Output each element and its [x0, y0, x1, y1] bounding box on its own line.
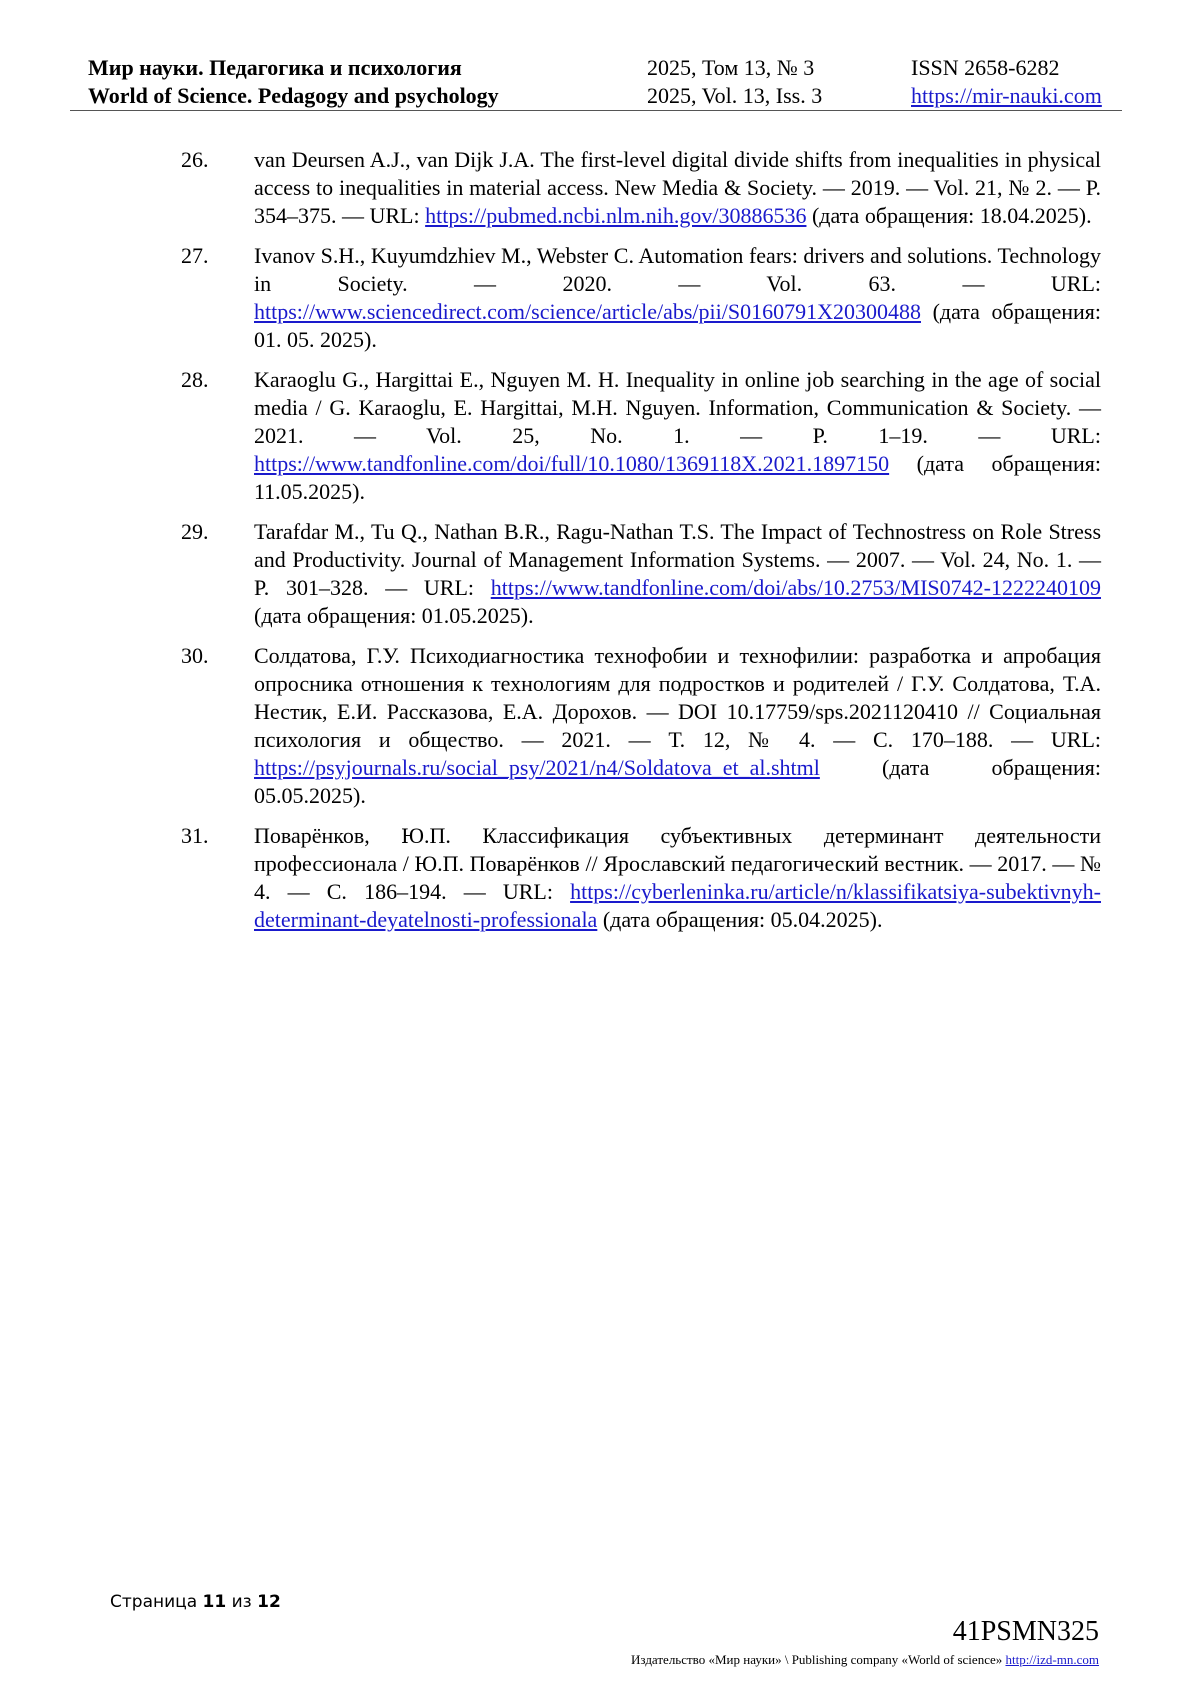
reference-access-date: (дата обращения: 18.04.2025). — [806, 203, 1092, 228]
publisher-line — [631, 1652, 1099, 1668]
reference-access-date: (дата обращения: 05.05.2025). — [254, 755, 1101, 808]
reference-text — [254, 146, 1101, 230]
journal-site-link[interactable] — [911, 82, 1102, 110]
reference-link[interactable]: https://www.tandfonline.com/doi/abs/10.2753/MIS0742-1222240109 — [490, 575, 1101, 600]
reference-body: Солдатова, Г.У. Психодиагностика технофобии и технофилии: разработка и апробация опросника отношения к технологиям для подростков и родителей / Г.У. Солдатова, Т.А. Нестик, Е.И. Рассказова, Е.А. Дорохов. — DOI 10.17759/sps.2021120410 // Социальная психология и общество. — 2021. — Т. 12, № 4. — С. 170–188. — URL: — [254, 643, 1101, 752]
reference-item — [181, 146, 1101, 230]
reference-item — [181, 642, 1101, 810]
journal-site-url[interactable]: https://mir-nauki.com — [911, 83, 1102, 108]
journal-title-en: World of Science. Pedagogy and psychology — [88, 83, 499, 108]
page-word: Страница — [110, 1592, 198, 1612]
issn: ISSN 2658-6282 — [911, 55, 1060, 80]
publisher-text: Издательство «Мир науки» \ Publishing company «World of science» — [631, 1652, 1003, 1667]
issue-info-ru: 2025, Том 13, № 3 — [647, 55, 815, 80]
reference-item — [181, 366, 1101, 506]
publisher-link[interactable]: http://izd-mn.com — [1005, 1652, 1099, 1667]
page-current: 11 — [202, 1592, 227, 1612]
reference-access-date: (дата обращения: 11.05.2025). — [254, 451, 1101, 504]
journal-title-ru: Мир науки. Педагогика и психология — [88, 55, 462, 80]
reference-text — [254, 518, 1101, 630]
reference-body: van Deursen A.J., van Dijk J.A. The first-level digital divide shifts from inequalities in physical access to inequalities in material access. New Media & Society. — 2019. — Vol. 21, № 2. — P. 354–375. — URL: — [254, 147, 1101, 228]
reference-number: 27. — [181, 243, 209, 268]
page-of: из — [231, 1592, 252, 1612]
reference-list — [181, 146, 1101, 946]
reference-link[interactable]: https://pubmed.ncbi.nlm.nih.gov/30886536 — [425, 203, 807, 228]
page-total: 12 — [257, 1592, 281, 1612]
reference-link[interactable]: https://www.sciencedirect.com/science/article/abs/pii/S0160791X20300488 — [254, 299, 921, 324]
reference-text — [254, 366, 1101, 506]
reference-body: Ivanov S.H., Kuyumdzhiev M., Webster C. Automation fears: drivers and solutions. Technology in Society. — 2020. — Vol. 63. — URL: — [254, 243, 1101, 296]
reference-text — [254, 242, 1101, 354]
reference-access-date: (дата обращения: 05.04.2025). — [597, 907, 883, 932]
reference-item — [181, 242, 1101, 354]
article-code: 41PSMN325 — [952, 1616, 1099, 1647]
reference-number: 26. — [181, 147, 209, 172]
reference-link[interactable]: https://psyjournals.ru/social_psy/2021/n4/Soldatova_et_al.shtml — [254, 755, 820, 780]
reference-body: Tarafdar M., Tu Q., Nathan B.R., Ragu-Nathan T.S. The Impact of Technostress on Role Stress and Productivity. Journal of Management Information Systems. — 2007. — Vol. 24, No. 1. — P. 301–328. — URL: — [254, 519, 1101, 600]
reference-access-date: (дата обращения: 01. 05. 2025). — [254, 299, 1101, 352]
issue-info-en: 2025, Vol. 13, Iss. 3 — [647, 83, 823, 108]
reference-body: Karaoglu G., Hargittai E., Nguyen M. H. Inequality in online job searching in the age of social media / G. Karaoglu, E. Hargittai, M.H. Nguyen. Information, Communication & Society. — 2021. — Vol. 25, No. 1. — P. 1–19. — URL: — [254, 367, 1101, 448]
reference-link[interactable]: https://www.tandfonline.com/doi/full/10.1080/1369118X.2021.1897150 — [254, 451, 890, 476]
reference-number: 29. — [181, 519, 209, 544]
reference-text — [254, 822, 1101, 934]
reference-number: 31. — [181, 823, 209, 848]
page-header — [70, 52, 1122, 111]
reference-number: 28. — [181, 367, 209, 392]
page-counter — [110, 1592, 281, 1612]
reference-text — [254, 642, 1101, 810]
reference-access-date: (дата обращения: 01.05.2025). — [254, 603, 534, 628]
reference-body: Поварёнков, Ю.П. Классификация субъективных детерминант деятельности профессионала / Ю.П. Поварёнков // Ярославский педагогический вестник. — 2017. — № 4. — С. 186–194. — URL: — [254, 823, 1101, 904]
reference-item — [181, 822, 1101, 934]
reference-item — [181, 518, 1101, 630]
reference-link[interactable]: https://cyberleninka.ru/article/n/klassifikatsiya-subektivnyh-determinant-deyatelnosti-professionala — [254, 879, 1101, 932]
reference-number: 30. — [181, 643, 209, 668]
